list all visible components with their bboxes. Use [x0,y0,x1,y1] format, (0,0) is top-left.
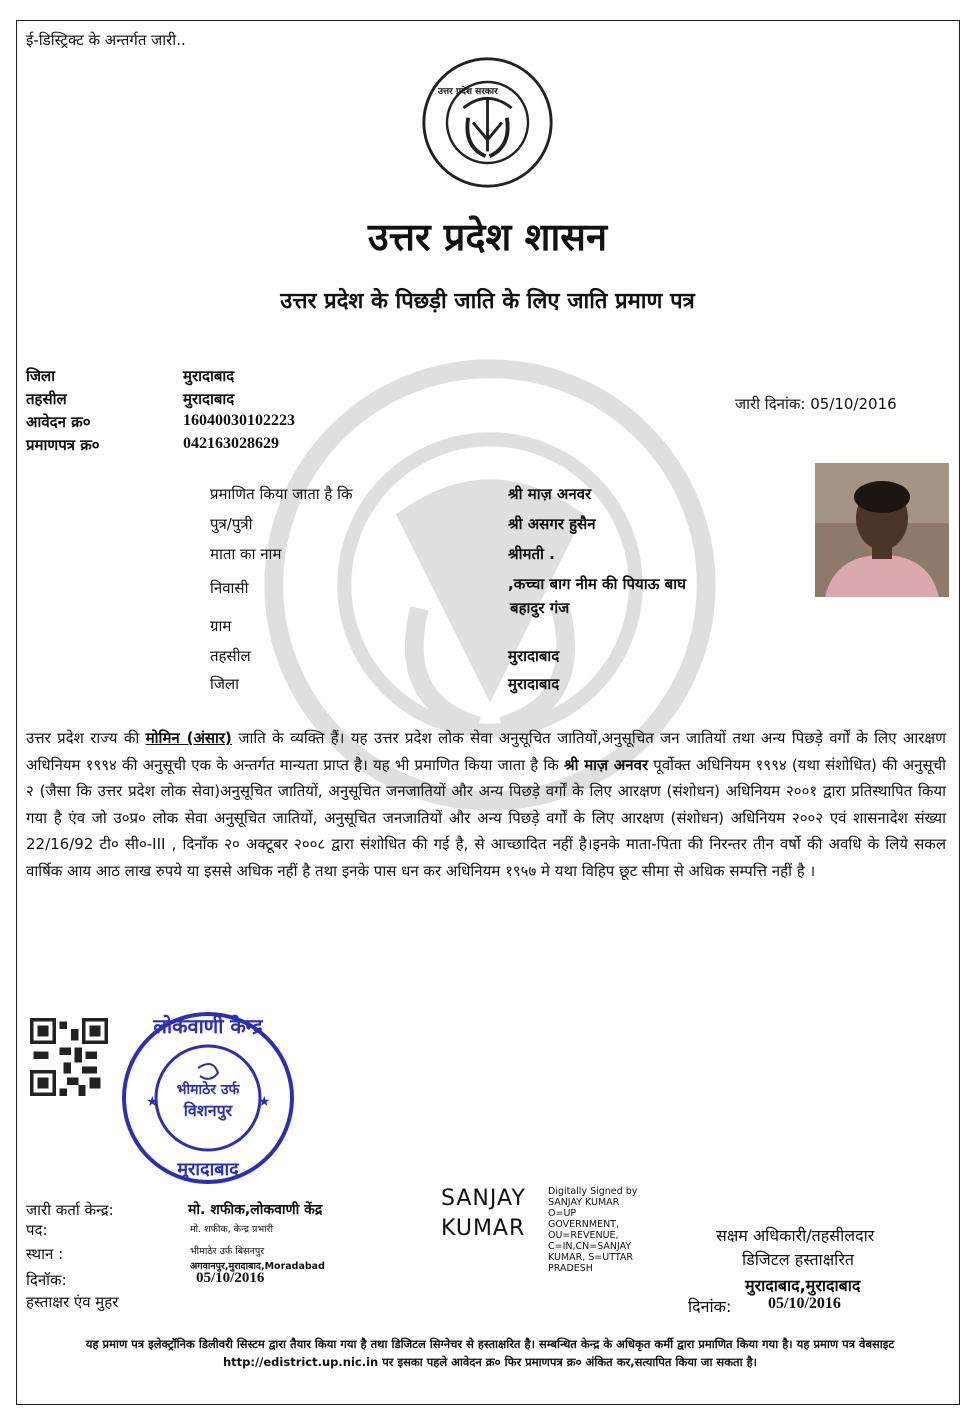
body-text: जाति के व्यक्ति हैं। यह उत्तर प्रदेश लोक सेवा अनुसूचित जातियों,अनुसूचित जन जातियों तथा अन्य पिछड़े वर्गों के लिए आरक्षण अधिनियम १९९४ की अनुसूची एक के अन्तर्गत मान्यता प्राप्त है। यह भी प्रमाणित किया जाता है कि [26,729,946,774]
detail-value-mother: श्रीमती . [508,545,555,563]
field-label-district: जिला [26,367,56,385]
person-photo-icon [815,463,949,597]
detail-value-father: श्री असगर हुसैन [508,515,596,533]
detail-label: ग्राम [210,617,232,635]
applicant-name: श्री माज़ अनवर [564,755,649,774]
body-text: पूर्वोक्त अधिनियम १९९४ (यथा संशोधित) की अनुसूची २ (जैसा कि उत्तर प्रदेश लोक सेवा)अनुसूचित जातियों, अनुसूचित जनजातियों और अन्य पिछड़े वर्गों के लिए आरक्षण (संशोधन) अधिनियम २००१ द्वारा प्रतिस्थापित किया गया है एंव जो उ०प्र० लोक सेवा अनुसूचित जातियों, अनुसूचित जनजातियों और अन्य पिछड़े वर्गों के लिए आरक्षण (संशोधन) अधिनियम २००२ एवं शासनादेश संख्या 22/16/92 टी० सी०-III , दिनाँक २० अक्टूबर २००८ द्वारा संशोधित की गई है, से आच्छादित नहीं है।इनके माता-पिता की निरन्तर तीन वर्षो की अवधि के लिये सकल वार्षिक आय आठ लाख रुपये या इससे अधिक नहीं है तथा इनके पास धन कर अधिनियम १९५७ मे यथा विहिप छूट सीमा से अधिक सम्पत्ति नहीं है । [26,755,947,880]
stamp-line-2: भीमाठेर उर्फ [176,1082,240,1098]
body-text: उत्तर प्रदेश राज्य की [26,729,146,747]
field-value-district: मुरादाबाद [183,367,235,385]
signature-seal-label: हस्ताक्षर एंव मुहर [26,1293,119,1311]
issuer-place-value-1: भीमाठेर उर्फ बिसनपुर [190,1246,265,1257]
qr-code-icon [30,1018,108,1096]
field-label-certificate-no: प्रमाणपत्र क्र० [26,436,100,454]
document-title: उत्तर प्रदेश शासन [367,215,608,259]
detail-value-residence: ,कच्चा बाग नीम की पियाऊ बाघ [508,575,686,593]
issuer-center-value: मो. शफीक,लोकवाणी केंद्र [188,1202,323,1218]
detail-label: तहसील [210,647,251,665]
stamp-line-1: लोकवाणी केन्द्र [153,1014,263,1038]
detail-value-district: मुरादाबाद [508,675,560,693]
star-icon: ★ [146,1094,159,1110]
detail-value-tehsil: मुरादाबाद [508,647,560,665]
stamp-line-3: विशनपुर [183,1101,233,1120]
issuer-date-value: 05/10/2016 [196,1270,265,1286]
detail-label: जिला [210,675,240,693]
detail-label: प्रमाणित किया जाता है कि [210,485,353,503]
detail-value-name: श्री माज़ अनवर [508,485,592,503]
issuer-date-label: दिनॉक: [26,1271,67,1289]
footer-note: यह प्रमाण पत्र इलेक्ट्रॉनिक डिलीवरी सिस्टम द्वारा तैयार किया गया है तथा डिजिटल सिग्नेचर से हस्ताक्षरित है। सम्बन्धित केन्द्र के अधिकृत कर्मी द्वारा प्रमाणित किया गया है। यह प्रमाण पत्र वेबसाइट http://edistrict.up.nic.in पर इसका पहले आवेदन क्र० फिर प्रमाणपत्र क्र० अंकित कर,सत्यापित किया जा सकता है। [85,1337,895,1369]
authority-digital-signed: डिजिटल हस्ताक्षरित [742,1250,854,1269]
digital-signer-first-name: SANJAY [441,1186,526,1211]
caste-name: मोमिन (अंसार) [145,729,232,747]
field-value-certificate-no: 042163028629 [183,435,279,452]
authority-date-value: 05/10/2016 [768,1295,841,1312]
field-value-application-no: 16040030102223 [183,412,295,429]
star-icon: ★ [258,1094,271,1110]
stamp-line-4: मुरादाबाद [177,1159,239,1180]
certificate-body [26,725,946,884]
detail-label: पुत्र/पुत्री [210,515,253,533]
detail-label: माता का नाम [210,545,282,563]
issuer-post-value: मो. शफीक, केन्द्र प्रभारी [190,1224,273,1235]
emblem-text: उत्तर प्रदेश सरकार [438,87,498,97]
authority-location: मुरादाबाद,मुरादाबाद [745,1276,861,1295]
issuer-post-label: पद: [26,1221,48,1239]
applicant-photo [815,463,949,597]
digital-signer-last-name: KUMAR [441,1216,526,1241]
issuer-place-value-2: अगवानपुर,मुरादाबाद,Moradabad [190,1261,325,1272]
detail-label: निवासी [210,579,249,597]
header-note: ई-डिस्ट्रिक्ट के अन्तर्गत जारी.. [26,31,186,49]
issue-date: जारी दिनांक: 05/10/2016 [735,395,897,413]
detail-value-residence-2: बहादुर गंज [510,599,570,617]
up-government-emblem-icon [420,55,555,190]
issuer-place-label: स्थान : [26,1245,64,1263]
document-subtitle: उत्तर प्रदेश के पिछड़ी जाति के लिए जाति प्रमाण पत्र [280,289,695,314]
authority-title: सक्षम अधिकारी/तहसीलदार [716,1226,875,1245]
lokvani-kendra-stamp [118,1008,298,1188]
digital-signature-details: Digitally Signed by SANJAY KUMAR O=UP GOVERNMENT, OU=REVENUE, C=IN,CN=SANJAY KUMAR, S=UTTAR PRADESH [548,1186,638,1274]
field-label-application-no: आवेदन क्र० [26,413,91,431]
field-value-tehsil: मुरादाबाद [183,390,235,408]
authority-date-label: दिनांक: [688,1297,732,1316]
field-label-tehsil: तहसील [26,390,67,408]
issuer-center-label: जारी कर्ता केन्द्र: [26,1201,114,1219]
